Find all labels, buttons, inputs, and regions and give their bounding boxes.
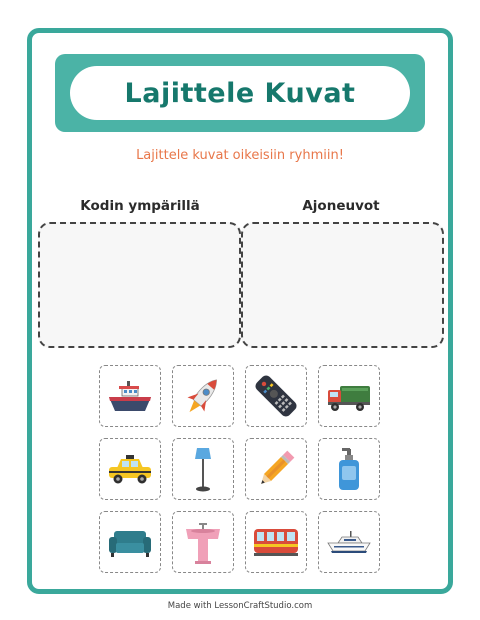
card-pencil[interactable] — [245, 438, 307, 500]
card-soap-bottle[interactable] — [318, 438, 380, 500]
category-label-home: Kodin ympärillä — [80, 198, 200, 214]
drop-zone-home[interactable] — [38, 222, 241, 348]
card-yacht[interactable] — [318, 511, 380, 573]
title-pill — [70, 66, 410, 120]
card-tv-remote[interactable] — [245, 365, 307, 427]
card-taxi[interactable] — [99, 438, 161, 500]
drop-zone-vehicles[interactable] — [241, 222, 444, 348]
floor-lamp-icon — [178, 444, 228, 494]
card-garbage-truck[interactable] — [318, 365, 380, 427]
card-boat[interactable] — [99, 365, 161, 427]
footer-credit: Made with LessonCraftStudio.com — [167, 601, 313, 611]
pencil-icon — [251, 444, 301, 494]
tv-remote-icon — [251, 371, 301, 421]
boat-icon — [105, 371, 155, 421]
rocket-icon — [178, 371, 228, 421]
card-rocket[interactable] — [172, 365, 234, 427]
card-sofa[interactable] — [99, 511, 161, 573]
yacht-icon — [324, 517, 374, 567]
title-banner — [55, 54, 425, 132]
page-title: Lajittele Kuvat — [124, 77, 356, 109]
card-train[interactable] — [245, 511, 307, 573]
card-sink[interactable] — [172, 511, 234, 573]
taxi-icon — [105, 444, 155, 494]
instructions: Lajittele kuvat oikeisiin ryhmiin! — [136, 148, 344, 163]
card-floor-lamp[interactable] — [172, 438, 234, 500]
train-icon — [251, 517, 301, 567]
category-label-vehicles: Ajoneuvot — [302, 198, 380, 214]
soap-bottle-icon — [324, 444, 374, 494]
garbage-truck-icon — [324, 371, 374, 421]
sofa-icon — [105, 517, 155, 567]
sink-icon — [178, 517, 228, 567]
